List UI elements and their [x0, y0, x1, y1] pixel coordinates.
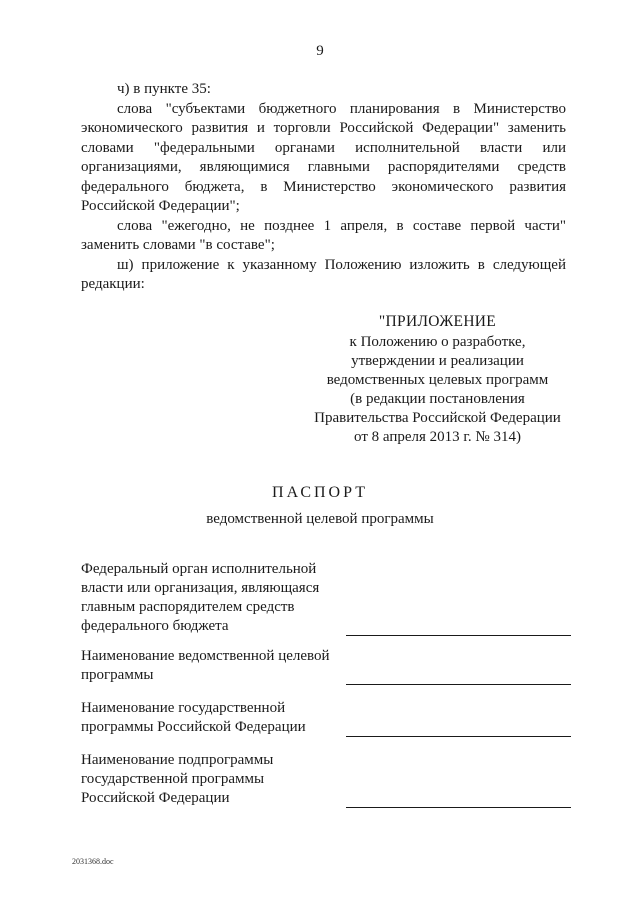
appendix-header [300, 312, 575, 447]
appendix-title: "ПРИЛОЖЕНИЕ [378, 313, 497, 330]
field-label: Наименование ведомственной целевой программы [81, 648, 330, 683]
fill-in-line [346, 807, 571, 808]
field-label: Федеральный орган исполнительной власти или организация, являющаяся главным распорядителем средств федерального бюджета [81, 561, 320, 634]
field-label: Наименование подпрограммы государственной программы Российской Федерации [81, 752, 274, 806]
field-subprogram-name [81, 751, 571, 808]
field-federal-body [81, 560, 571, 636]
paragraph-replace-subjects: слова "субъектами бюджетного планирования в Министерство экономического развития и торговли Российской Федерации" заменить словами "федеральными органами исполнительной власти или организациями, являющимися главными распорядителями средств федерального бюджета, в Министерство экономического развития Российской Федерации"; [81, 100, 566, 214]
fill-in-line [346, 635, 571, 636]
passport-subtitle: ведомственной целевой программы [206, 511, 434, 527]
paragraph-item-ch: ч) в пункте 35: [117, 81, 211, 97]
field-program-name [81, 647, 571, 685]
appendix-line: утверждении и реализации [351, 353, 524, 369]
appendix-line: к Положению о разработке, [349, 334, 526, 350]
fill-in-line [346, 684, 571, 685]
field-state-program-name [81, 699, 571, 737]
appendix-line: ведомственных целевых программ [326, 372, 549, 388]
page-number: 9 [316, 43, 324, 59]
appendix-line: от 8 апреля 2013 г. № 314) [354, 429, 521, 445]
paragraph-replace-annually: слова "ежегодно, не позднее 1 апреля, в составе первой части" заменить словами "в составе"; [81, 217, 566, 253]
amendment-text [81, 80, 566, 295]
fill-in-line [346, 736, 571, 737]
appendix-line: (в редакции постановления [350, 391, 525, 407]
paragraph-item-sh: ш) приложение к указанному Положению изложить в следующей редакции: [81, 256, 566, 292]
appendix-line: Правительства Российской Федерации [314, 410, 561, 426]
field-label: Наименование государственной программы Российской Федерации [81, 700, 306, 735]
document-id: 2031368.doc [72, 857, 114, 866]
passport-title: ПАСПОРТ [272, 484, 368, 501]
